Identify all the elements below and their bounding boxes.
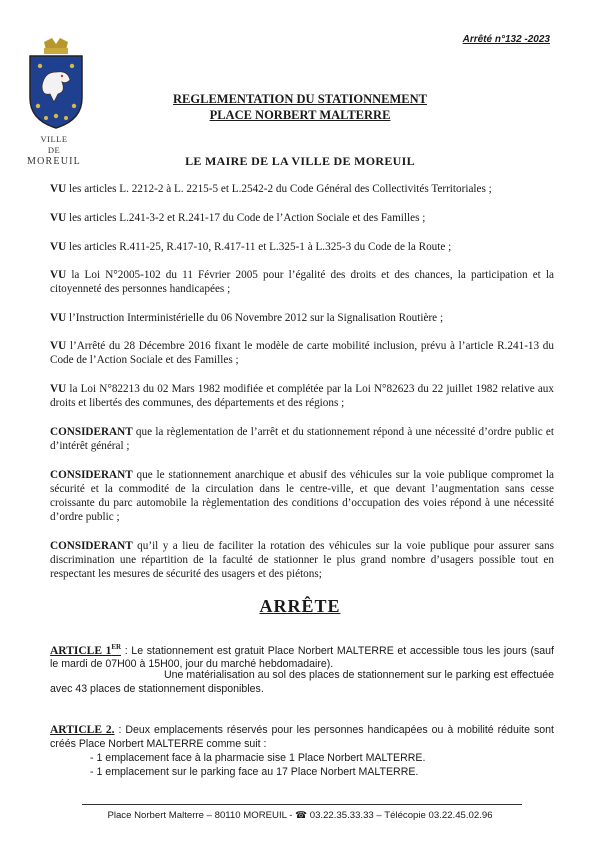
document-subtitle: PLACE NORBERT MALTERRE bbox=[209, 108, 391, 122]
article-2: ARTICLE 2. : Deux emplacements réservés pour les personnes handicapées ou à mobilité réduite sont créés Place Norbert MALTERRE comme suit : bbox=[50, 724, 554, 750]
preamble-clause: VU la Loi N°2005-102 du 11 Février 2005 pour l’égalité des droits et des chances, la participation et la citoyenneté des personnes handicapées ; bbox=[50, 269, 554, 295]
preamble-clause: VU les articles R.411-25, R.417-10, R.417-11 et L.325-1 à L.325-3 du Code de la Route ; bbox=[50, 241, 452, 253]
town-line: MOREUIL bbox=[27, 156, 81, 167]
preamble-clause: VU la Loi N°82213 du 02 Mars 1982 modifiée et complétée par la Loi N°82623 du 22 juillet 1982 relative aux droits et libertés des communes, des départements et des régions ; bbox=[50, 383, 554, 409]
article-1: ARTICLE 1ER : Le stationnement est gratuit Place Norbert MALTERRE et accessible tous les jours (sauf le mardi de 07H00 à 15H00, jour du marché hebdomadaire). bbox=[50, 643, 554, 671]
list-item: - 1 emplacement sur le parking face au 17 Place Norbert MALTERRE. bbox=[90, 766, 419, 778]
phone-icon: ☎ bbox=[295, 810, 308, 821]
article-label: ARTICLE 1ER bbox=[50, 643, 122, 657]
decree-reference: Arrêté n°132 -2023 bbox=[462, 34, 550, 45]
town-line: VILLE bbox=[40, 134, 68, 144]
list-item: - 1 emplacement face à la pharmacie sise 1 Place Norbert MALTERRE. bbox=[90, 752, 426, 764]
considerant-clause: CONSIDERANT qu’il y a lieu de faciliter la rotation des véhicules sur la voie publique pour assurer sans discrimination une répartition de la faculté de stationner le plus grand nombre d’usagers possible tout en respectant les mesures de sécurité des usagers et des piétons; bbox=[50, 540, 554, 580]
footer-divider bbox=[82, 804, 522, 805]
article-1-detail: Une matérialisation au sol des places de stationnement sur le parking est effectuée avec 43 places de stationnement disponibles. bbox=[50, 669, 554, 695]
decree-heading: ARRÊTE bbox=[259, 596, 341, 616]
issuing-authority: LE MAIRE DE LA VILLE DE MOREUIL bbox=[185, 154, 415, 168]
document-title: REGLEMENTATION DU STATIONNEMENT bbox=[173, 92, 427, 106]
preamble-clause: VU l’Arrêté du 28 Décembre 2016 fixant le modèle de carte mobilité inclusion, prévu à l’article R.241-13 du Code de l’Action Sociale et des Familles ; bbox=[50, 340, 554, 366]
considerant-clause: CONSIDERANT que la règlementation de l’arrêt et du stationnement répond à une nécessité d’ordre public et d’intérêt général ; bbox=[50, 426, 554, 452]
preamble-clause: VU les articles L. 2212-2 à L. 2215-5 et L.2542-2 du Code Général des Collectivités Territoriales ; bbox=[50, 183, 492, 195]
preamble-clause: VU l’Instruction Interministérielle du 06 Novembre 2012 sur la Signalisation Routière ; bbox=[50, 312, 444, 324]
considerant-clause: CONSIDERANT que le stationnement anarchique et abusif des véhicules sur la voie publique compromet la sécurité et la commodité de la circulation dans le centre-ville, et que devant l’augmentation sans cesse croissante du parc automobile la règlementation des conditions d’occupation des voies répond à une nécessité d’ordre public ; bbox=[50, 469, 554, 523]
article-label: ARTICLE 2. bbox=[50, 724, 115, 736]
town-line: DE bbox=[47, 145, 61, 155]
preamble-clause: VU les articles L.241-3-2 et R.241-17 du Code de l’Action Sociale et des Familles ; bbox=[50, 212, 426, 224]
footer-contact: Place Norbert Malterre – 80110 MOREUIL - ☎ 03.22.35.33.33 – Télécopie 03.22.45.02.96 bbox=[107, 810, 493, 821]
